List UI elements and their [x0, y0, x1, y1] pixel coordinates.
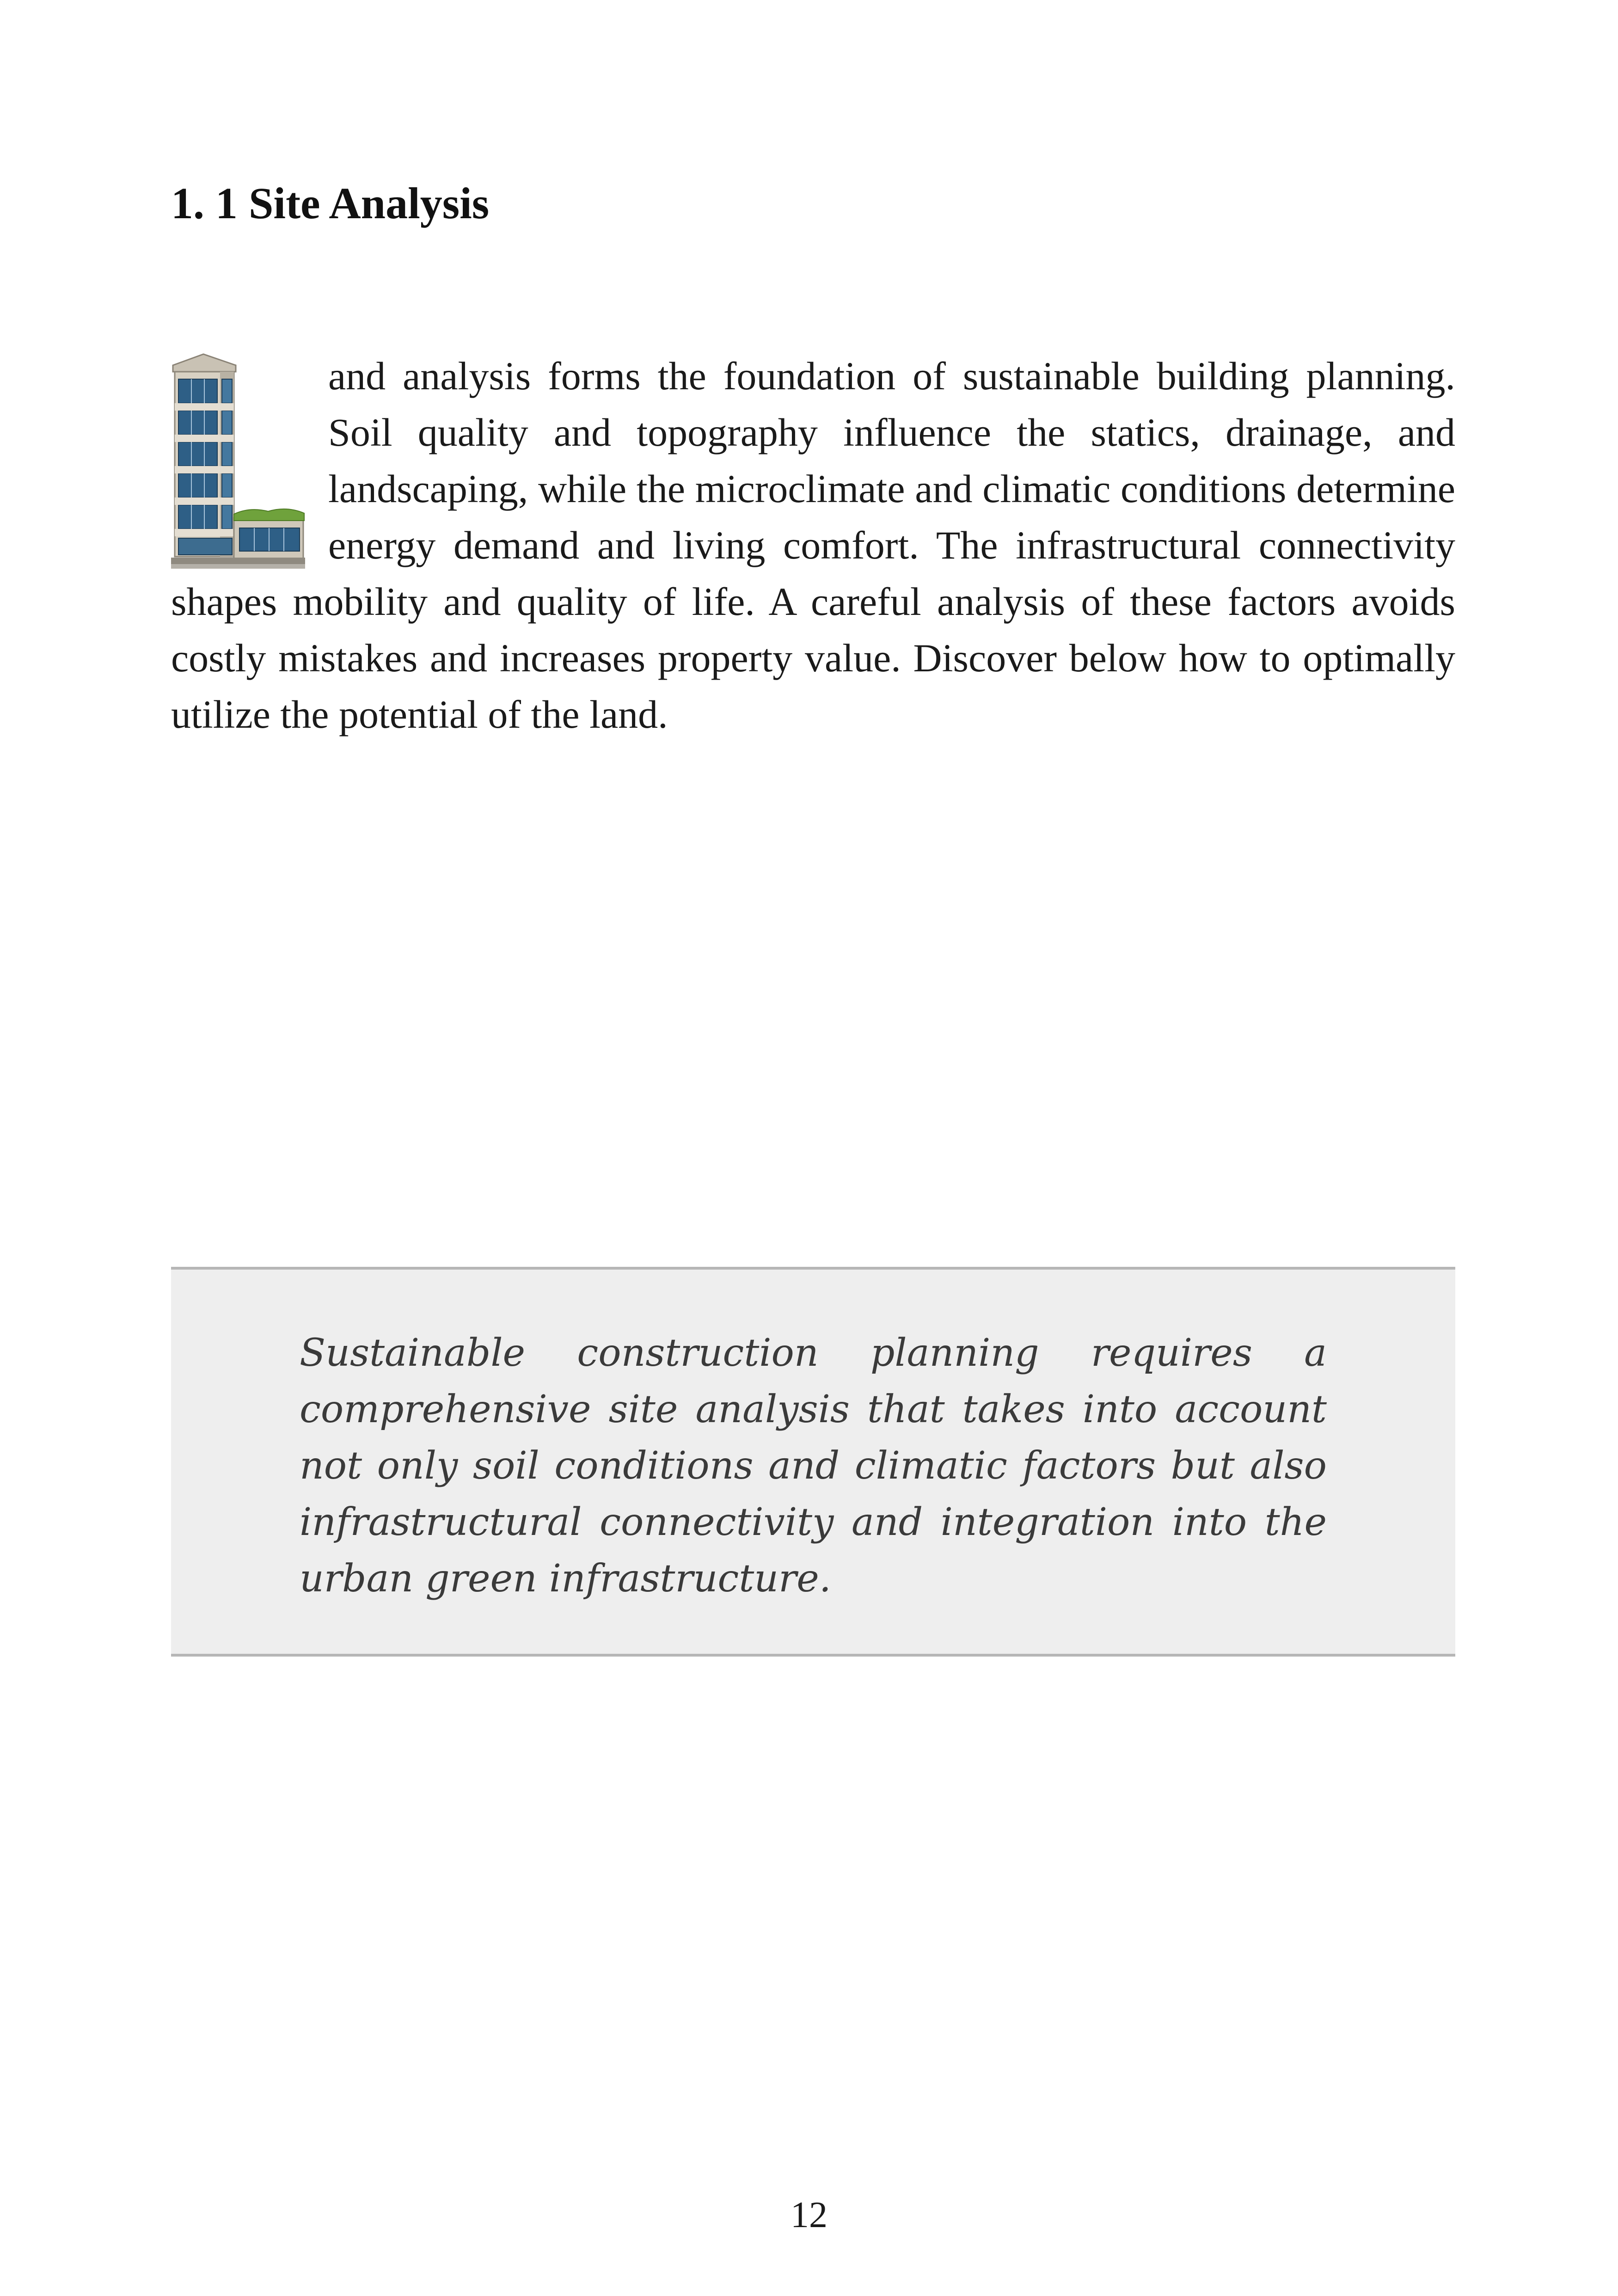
building-letter-l-icon: [171, 351, 305, 569]
section-heading: 1. 1 Site Analysis: [171, 178, 490, 228]
callout-box: [171, 1267, 1455, 1657]
callout-quote: Sustainable construction planning requires a comprehensive site analysis that takes into account not only soil conditions and climatic factors but also infrastructural connectivity and integration into the urban green infrastructure.: [300, 1331, 1327, 1601]
page-number: 12: [791, 2195, 827, 2235]
intro-paragraph-text: and analysis forms the foundation of sustainable building planning. Soil quality and topography influence the statics, drainage, and landscaping, while the microclimate and climatic conditions determine energy demand and living comfort. The infrastructural connectivity shapes mobility and quality of life. A careful analysis of these factors avoids costly mistakes and increases property value. Discover below how to optimally utilize the potential of the land.: [171, 354, 1455, 737]
intro-paragraph: [171, 348, 1455, 743]
